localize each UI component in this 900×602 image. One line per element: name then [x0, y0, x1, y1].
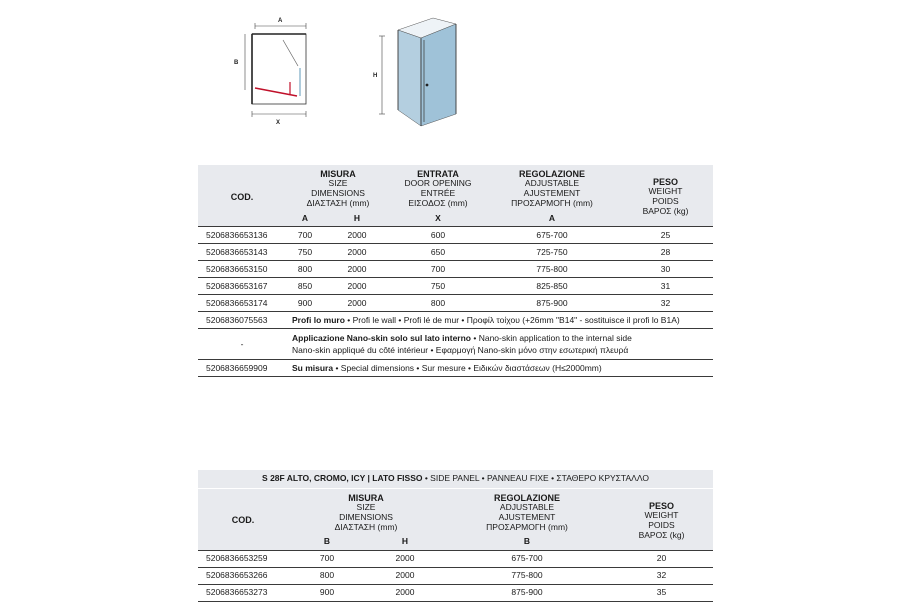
- shower-drawing: [228, 10, 488, 135]
- peso-header: PESO WEIGHT POIDS ΒΑΡΟΣ (kg): [610, 488, 713, 550]
- dimension-b: 700: [288, 551, 366, 568]
- regolazione-header: REGOLAZIONE ADJUSTABLE AJUSTEMENT ΠΡΟΣΑΡΜΟΓΗ (mm): [444, 488, 610, 534]
- door-opening: 750: [390, 278, 486, 295]
- product-code: 5206836653273: [198, 585, 288, 602]
- dimension-h: 2000: [366, 551, 444, 568]
- adjustable-range: 775-800: [486, 261, 618, 278]
- cod-header: COD.: [198, 488, 288, 550]
- dimension-h: 2000: [324, 227, 390, 244]
- side-panel-table: [198, 470, 713, 602]
- plan-view: [234, 18, 306, 126]
- peso-header: PESO WEIGHT POIDS ΒΑΡΟΣ (kg): [618, 165, 713, 227]
- door-opening: 800: [390, 295, 486, 312]
- sub-header-a: A: [286, 211, 324, 227]
- elevation-label-h: H: [373, 73, 378, 79]
- plan-label-x: X: [276, 120, 281, 126]
- dimension-h: 2000: [366, 585, 444, 602]
- product-code: 5206836653136: [198, 227, 286, 244]
- table-row: [198, 568, 713, 585]
- table-row: [198, 551, 713, 568]
- door-opening: 650: [390, 244, 486, 261]
- accessory-description: Su misura • Special dimensions • Sur mesure • Ειδικών διαστάσεων (H≤2000mm): [286, 360, 713, 377]
- dimension-h: 2000: [366, 568, 444, 585]
- sub-header-h: H: [324, 211, 390, 227]
- sub-header-adj-b: B: [444, 534, 610, 550]
- dimension-a: 700: [286, 227, 324, 244]
- dimension-b: 800: [288, 568, 366, 585]
- product-code: 5206836075563: [198, 312, 286, 329]
- product-code: 5206836653266: [198, 568, 288, 585]
- door-opening: 700: [390, 261, 486, 278]
- cod-header: COD.: [198, 165, 286, 227]
- sub-header-b: B: [288, 534, 366, 550]
- accessory-row-profile: [198, 312, 713, 329]
- adjustable-range: 725-750: [486, 244, 618, 261]
- table-row: [198, 278, 713, 295]
- misura-header: MISURA SIZE DIMENSIONS ΔΙΑΣΤΑΣΗ (mm): [288, 488, 444, 534]
- plan-label-b: B: [234, 60, 239, 66]
- door-opening: 600: [390, 227, 486, 244]
- table-row: [198, 244, 713, 261]
- elevation-view: [373, 18, 456, 126]
- weight: 31: [618, 278, 713, 295]
- product-code: -: [198, 329, 286, 360]
- table-title: S 28F ALTO, CROMO, ICY | LATO FISSO • SIDE PANEL • PANNEAU FIXE • ΣΤΑΘΕΡΟ ΚΡΥΣΤΑΛΛΟ: [198, 470, 713, 488]
- table-row: [198, 295, 713, 312]
- sub-header-adj-a: A: [486, 211, 618, 227]
- adjustable-range: 875-900: [486, 295, 618, 312]
- sub-header-h: H: [366, 534, 444, 550]
- adjustable-range: 675-700: [444, 551, 610, 568]
- product-diagram: [228, 10, 488, 135]
- dimension-h: 2000: [324, 261, 390, 278]
- product-code: 5206836653150: [198, 261, 286, 278]
- dimension-a: 900: [286, 295, 324, 312]
- dimension-a: 800: [286, 261, 324, 278]
- dimension-a: 750: [286, 244, 324, 261]
- product-code: 5206836653174: [198, 295, 286, 312]
- dimension-h: 2000: [324, 295, 390, 312]
- accessory-description: Applicazione Nano-skin solo sul lato interno • Nano-skin application to the internal side Nano-skin appliqué du côté intérieur • Εφαρμογή Nano-skin μόνο στην εσωτερική πλευρά: [286, 329, 713, 360]
- door-spec-table: [198, 165, 713, 377]
- accessory-row-custom-size: [198, 360, 713, 377]
- accessory-description: Profi lo muro • Profi le wall • Profi lé de mur • Προφίλ τοίχου (+26mm "B14" - sostituisce il profi lo B1A): [286, 312, 713, 329]
- entrata-header: ENTRATA DOOR OPENING ENTRÉE ΕΙΣΟΔΟΣ (mm): [390, 165, 486, 211]
- weight: 32: [618, 295, 713, 312]
- dimension-b: 900: [288, 585, 366, 602]
- adjustable-range: 775-800: [444, 568, 610, 585]
- adjustable-range: 825-850: [486, 278, 618, 295]
- adjustable-range: 675-700: [486, 227, 618, 244]
- product-code: 5206836653143: [198, 244, 286, 261]
- accessory-row-nano-skin: [198, 329, 713, 360]
- regolazione-header: REGOLAZIONE ADJUSTABLE AJUSTEMENT ΠΡΟΣΑΡΜΟΓΗ (mm): [486, 165, 618, 211]
- dimension-h: 2000: [324, 244, 390, 261]
- adjustable-range: 875-900: [444, 585, 610, 602]
- product-code: 5206836653259: [198, 551, 288, 568]
- weight: 30: [618, 261, 713, 278]
- dimension-a: 850: [286, 278, 324, 295]
- table-row: [198, 261, 713, 278]
- misura-header: MISURA SIZE DIMENSIONS ΔΙΑΣΤΑΣΗ (mm): [286, 165, 390, 211]
- weight: 20: [610, 551, 713, 568]
- weight: 35: [610, 585, 713, 602]
- table-row: [198, 227, 713, 244]
- weight: 32: [610, 568, 713, 585]
- product-code: 5206836653167: [198, 278, 286, 295]
- table-row: [198, 585, 713, 602]
- dimension-h: 2000: [324, 278, 390, 295]
- weight: 25: [618, 227, 713, 244]
- sub-header-x: X: [390, 211, 486, 227]
- plan-label-a: A: [278, 18, 283, 24]
- product-code: 5206836659909: [198, 360, 286, 377]
- weight: 28: [618, 244, 713, 261]
